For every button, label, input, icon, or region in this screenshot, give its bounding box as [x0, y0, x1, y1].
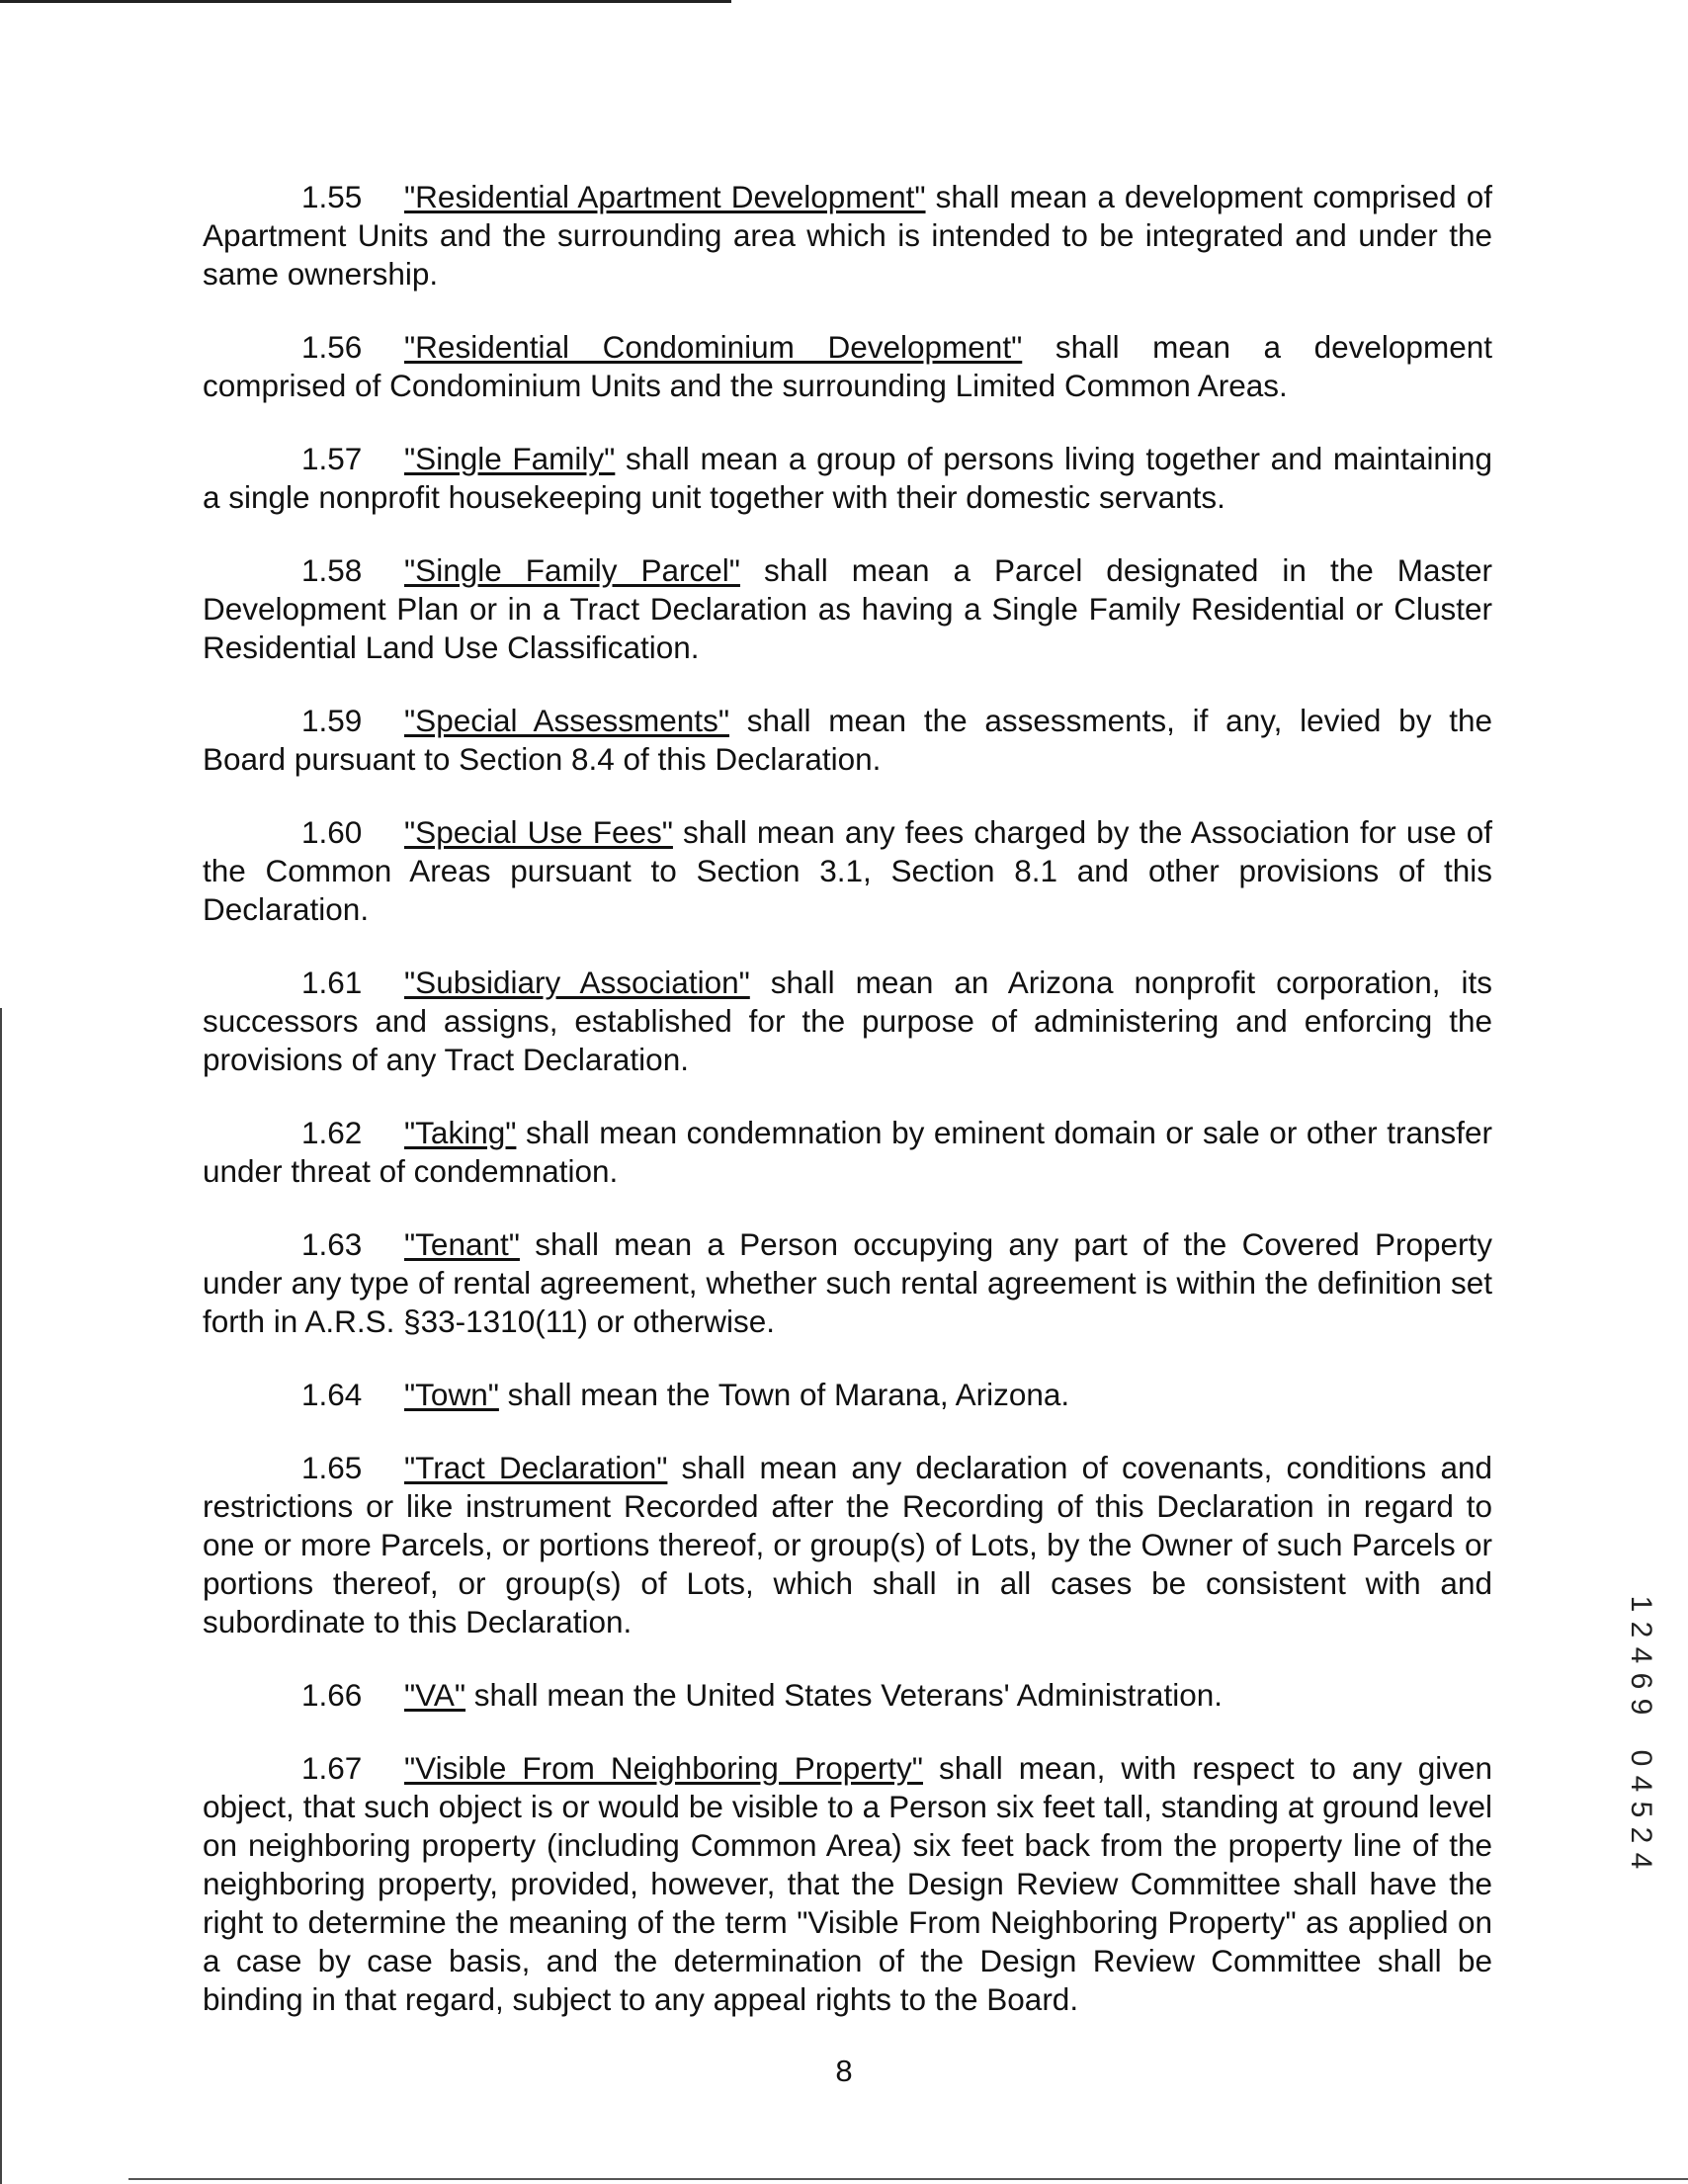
- definition-text: shall mean a group of persons living together and maintaining a single nonprofit housekeeping unit together with their domestic servants.: [203, 441, 1492, 515]
- definition-1-57: [203, 440, 1492, 517]
- definition-text: shall mean the Town of Marana, Arizona.: [498, 1377, 1070, 1412]
- definition-text: shall mean an Arizona nonprofit corporation, its successors and assigns, established for the purpose of administering and enforcing the provisions of any Tract Declaration.: [203, 965, 1492, 1077]
- defined-term: "Single Family": [404, 441, 616, 476]
- definition-text: shall mean any declaration of covenants, conditions and restrictions or like instrument Recorded after the Recording of this Declaration in regard to one or more Parcels, or portions thereof, or group(s) of Lots, by the Owner of such Parcels or portions thereof, or group(s) of Lots, which shall in all cases be consistent with and subordinate to this Declaration.: [203, 1450, 1493, 1639]
- page-number: 8: [835, 2054, 853, 2088]
- definition-number: 1.63: [301, 1226, 363, 1262]
- definition-number: 1.66: [301, 1677, 363, 1713]
- recording-digit: 2: [1625, 1621, 1657, 1638]
- definition-number: 1.60: [301, 814, 363, 850]
- defined-term: "Residential Condominium Development": [404, 329, 1023, 365]
- definition-text: shall mean a Parcel designated in the Master Development Plan or in a Tract Declaration as having a Single Family Residential or Cluster Residential Land Use Classification.: [203, 552, 1492, 665]
- definition-text: shall mean the United States Veterans' Administration.: [465, 1677, 1223, 1713]
- definition-text: shall mean a development comprised of Apartment Units and the surrounding area which is intended to be integrated and under the same ownership.: [203, 179, 1492, 292]
- definition-text: shall mean a Person occupying any part of the Covered Property under any type of rental agreement, whether such rental agreement is within the definition set forth in A.R.S. §33-1310(11) or otherwise.: [203, 1226, 1492, 1339]
- definition-number: 1.58: [301, 552, 363, 588]
- definition-1-55: [203, 178, 1492, 294]
- left-margin-line: [0, 1008, 2, 2184]
- recording-number: [1621, 1591, 1660, 1874]
- definition-1-58: [203, 551, 1492, 667]
- definition-number: 1.65: [301, 1450, 363, 1485]
- definition-text: shall mean, with respect to any given object, that such object is or would be visible to a Person six feet tall, standing at ground level on neighboring property (including Common Area) six feet back from the property line of the neighboring property, provided, however, that the Design Review Committee shall have the right to determine the meaning of the term "Visible From Neighboring Property" as applied on a case by case basis, and the determination of the Design Review Committee shall be binding in that regard, subject to any appeal rights to the Board.: [203, 1750, 1492, 2017]
- definition-1-61: [203, 964, 1492, 1079]
- definition-number: 1.67: [301, 1750, 363, 1786]
- defined-term: "Single Family Parcel": [404, 552, 740, 588]
- recording-digit: 6: [1625, 1672, 1657, 1690]
- recording-digit: 4: [1625, 1852, 1657, 1870]
- defined-term: "Subsidiary Association": [404, 965, 750, 1000]
- defined-term: "Visible From Neighboring Property": [404, 1750, 923, 1786]
- definition-number: 1.64: [301, 1377, 363, 1412]
- definition-1-67: [203, 1749, 1492, 2019]
- definition-number: 1.62: [301, 1115, 363, 1150]
- defined-term: "Special Use Fees": [404, 814, 673, 850]
- defined-term: "Town": [404, 1377, 499, 1412]
- definition-1-56: [203, 328, 1492, 405]
- definition-1-59: [203, 702, 1492, 779]
- definitions-section: [203, 178, 1492, 2054]
- recording-digit: 9: [1625, 1698, 1657, 1716]
- recording-digit: 4: [1625, 1775, 1657, 1793]
- recording-digit: 0: [1625, 1749, 1657, 1767]
- definition-1-60: [203, 813, 1492, 929]
- bottom-rule: [128, 2178, 1688, 2180]
- definition-text: shall mean any fees charged by the Association for use of the Common Areas pursuant to Section 3.1, Section 8.1 and other provisions of this Declaration.: [203, 814, 1493, 927]
- definition-number: 1.57: [301, 441, 363, 476]
- definition-1-64: [203, 1376, 1492, 1414]
- definition-number: 1.55: [301, 179, 363, 214]
- recording-digit: 4: [1625, 1646, 1657, 1664]
- defined-term: "Tract Declaration": [404, 1450, 668, 1485]
- defined-term: "VA": [404, 1677, 466, 1713]
- definition-1-63: [203, 1225, 1492, 1341]
- recording-digit: 1: [1625, 1595, 1657, 1613]
- recording-digit: 5: [1625, 1801, 1657, 1818]
- definition-text: shall mean a development comprised of Condominium Units and the surrounding Limited Common Areas.: [203, 329, 1492, 403]
- definition-number: 1.61: [301, 965, 363, 1000]
- definition-1-65: [203, 1449, 1492, 1641]
- definition-1-66: [203, 1676, 1492, 1715]
- defined-term: "Taking": [404, 1115, 517, 1150]
- definition-number: 1.59: [301, 703, 363, 738]
- definition-text: shall mean the assessments, if any, levied by the Board pursuant to Section 8.4 of this Declaration.: [203, 703, 1492, 777]
- definition-number: 1.56: [301, 329, 363, 365]
- defined-term: "Special Assessments": [404, 703, 729, 738]
- recording-digit: 2: [1625, 1826, 1657, 1844]
- defined-term: "Tenant": [404, 1226, 520, 1262]
- top-rule: [0, 0, 731, 3]
- defined-term: "Residential Apartment Development": [404, 179, 926, 214]
- definition-1-62: [203, 1114, 1492, 1191]
- definition-text: shall mean condemnation by eminent domain or sale or other transfer under threat of condemnation.: [203, 1115, 1492, 1189]
